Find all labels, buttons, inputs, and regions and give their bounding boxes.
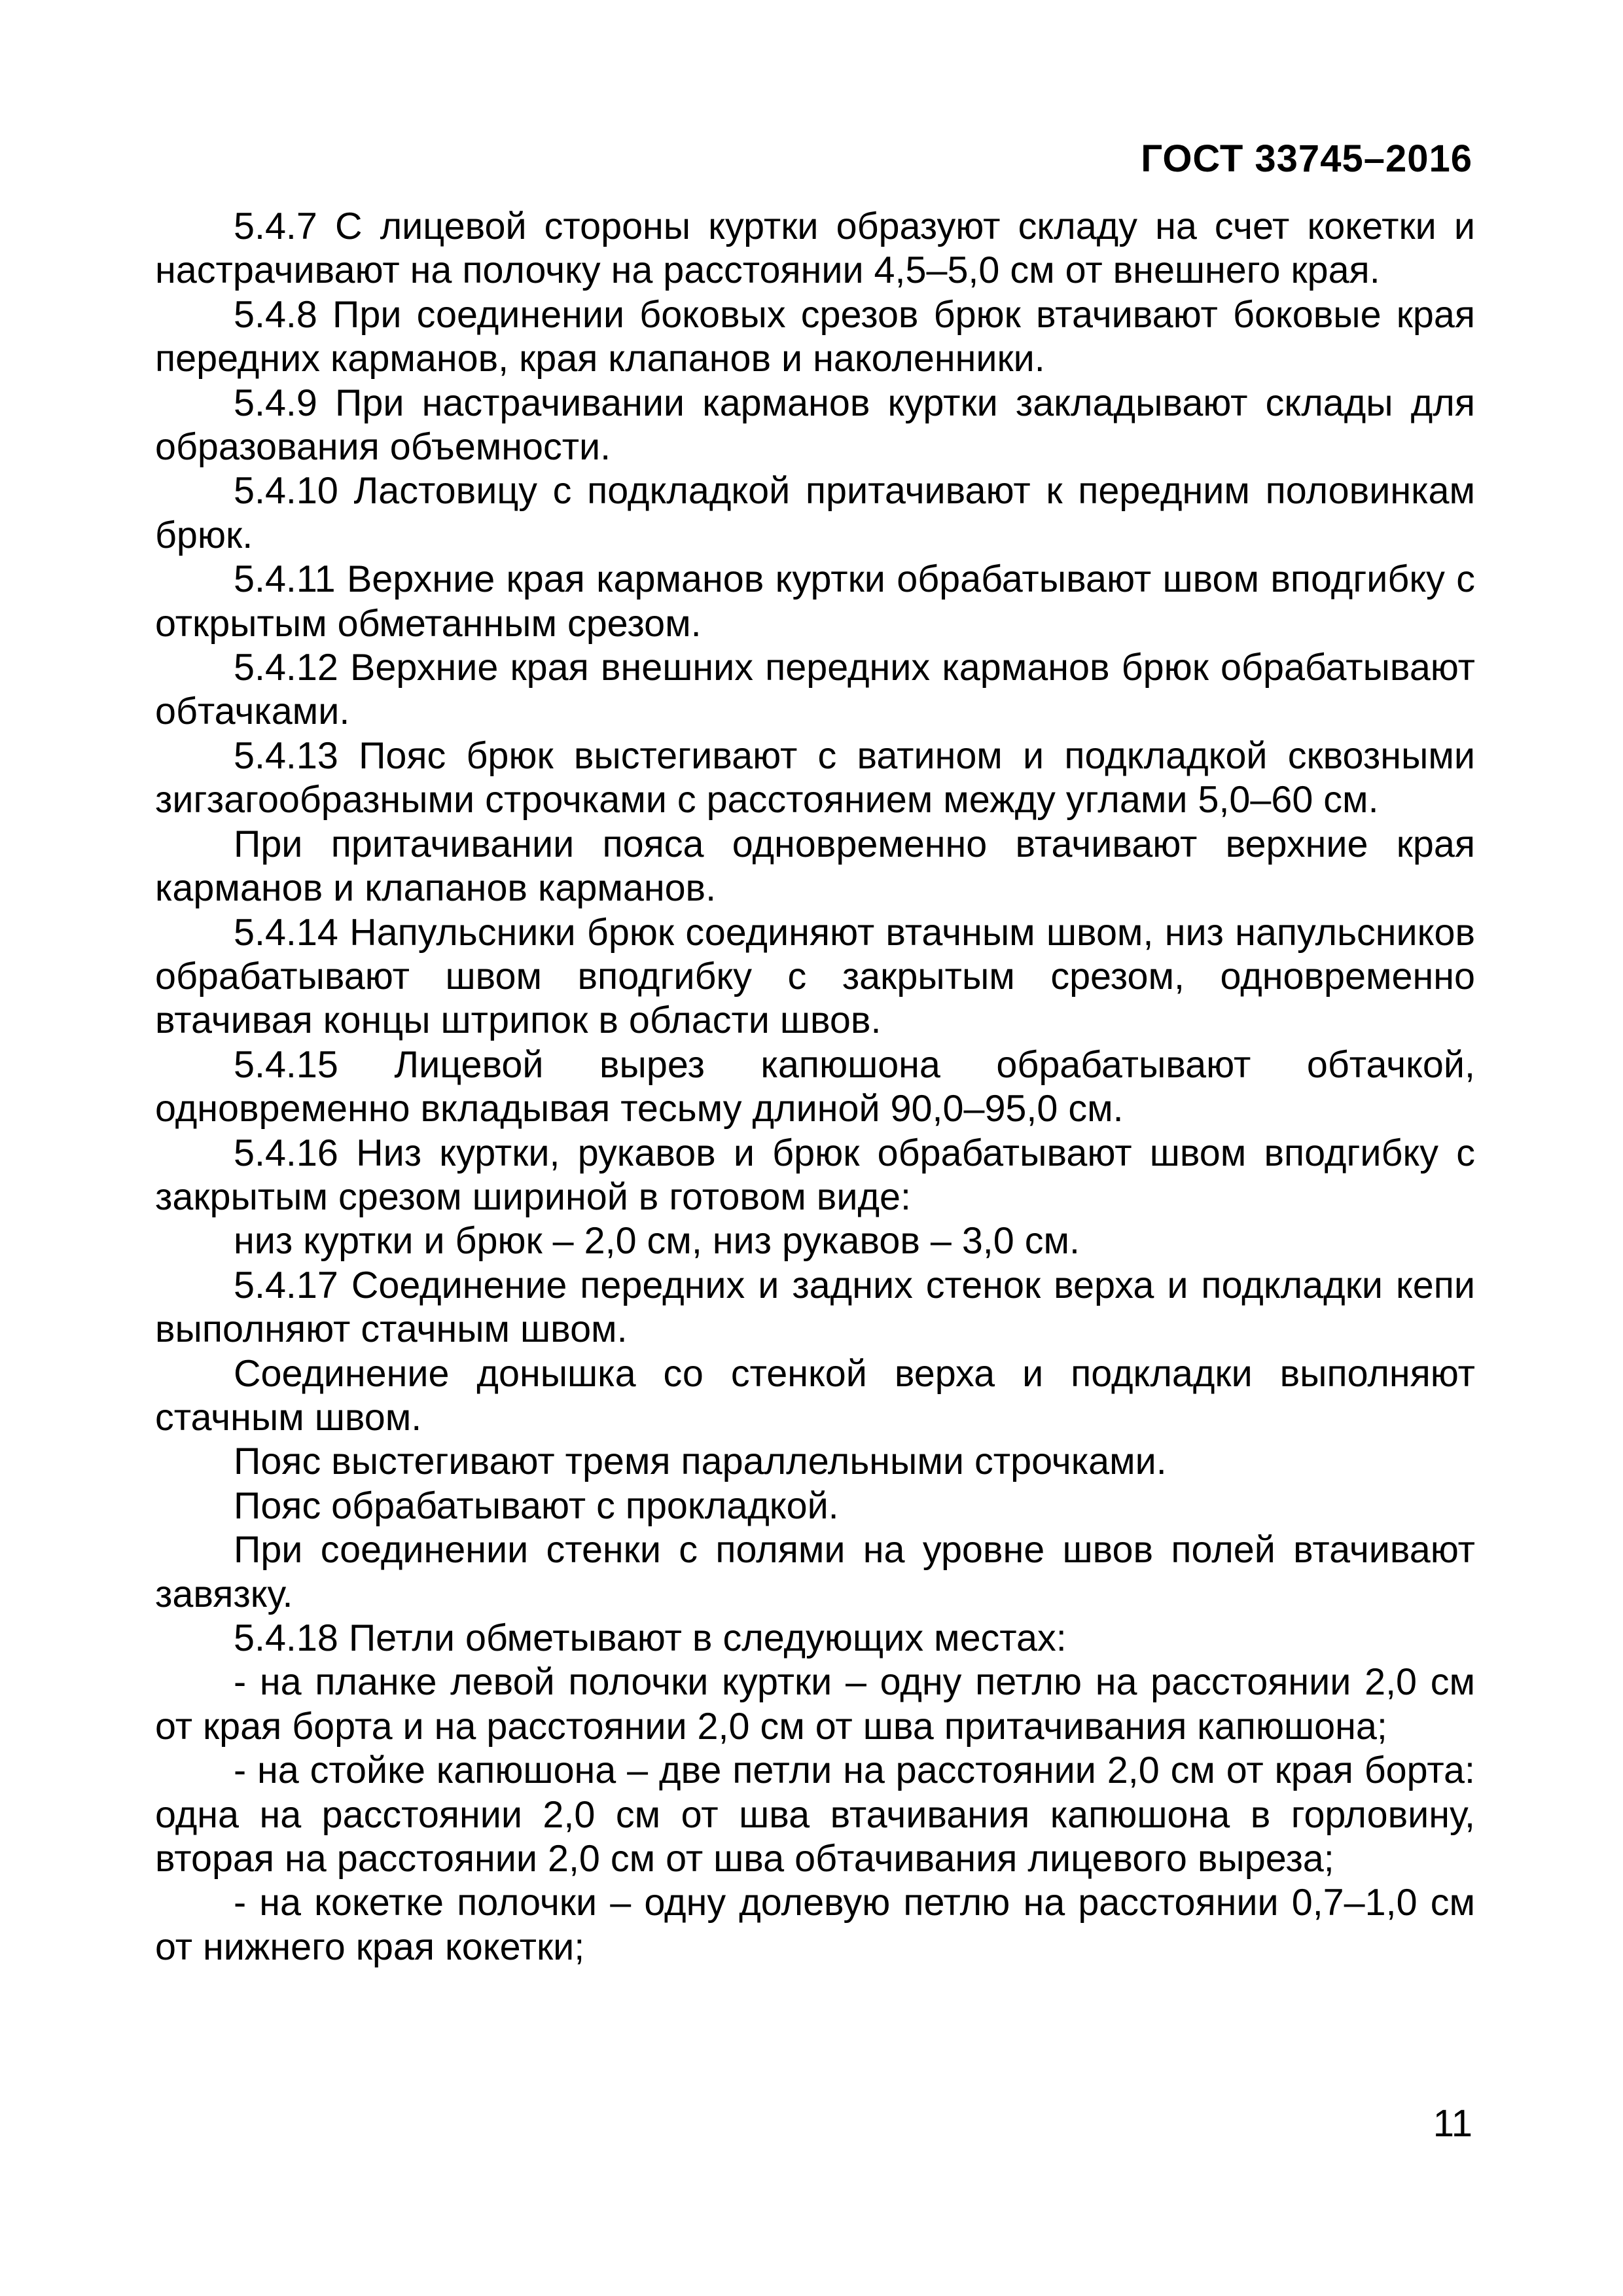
list-item-hood-buttonholes: - на стойке капюшона – две петли на расстоянии 2,0 см от края борта: одна на расстоянии 2,0 см от шва втачивания капюшона в горловину, вторая на расстоянии 2,0 см от шва обтачивания лицевого выреза; [155,1749,1475,1880]
paragraph-5-4-16: 5.4.16 Низ куртки, рукавов и брюк обрабатывают швом вподгибку с закрытым срезом шириной в готовом виде: [155,1132,1475,1218]
list-item-placket-buttonhole: - на планке левой полочки куртки – одну петлю на расстоянии 2,0 см от края борта и на расстоянии 2,0 см от шва притачивания капюшона; [155,1661,1475,1748]
paragraph-5-4-7: 5.4.7 С лицевой стороны куртки образуют складу на счет кокетки и настрачивают на полочку на расстоянии 4,5–5,0 см от внешнего края. [155,206,1475,292]
page-number: 11 [1433,2102,1472,2145]
paragraph-5-4-17: 5.4.17 Соединение передних и задних стенок верха и подкладки кепи выполняют стачным швом. [155,1264,1475,1351]
paragraph-5-4-14: 5.4.14 Напульсники брюк соединяют втачным швом, низ напульсников обрабатывают швом вподгибку с закрытым срезом, одновременно втачивая концы штрипок в области швов. [155,911,1475,1042]
paragraph-5-4-17-crown: Соединение донышка со стенкой верха и подкладки выполняют стачным швом. [155,1352,1475,1439]
paragraph-5-4-13-continued: При притачивании пояса одновременно втачивают верхние края карманов и клапанов карманов. [155,823,1475,910]
paragraph-5-4-8: 5.4.8 При соединении боковых срезов брюк втачивают боковые края передних карманов, края клапанов и наколенники. [155,293,1475,380]
paragraph-5-4-9: 5.4.9 При настрачивании карманов куртки закладывают склады для образования объемности. [155,382,1475,469]
paragraph-5-4-16-values: низ куртки и брюк – 2,0 см, низ рукавов – 3,0 см. [234,1220,1080,1263]
paragraph-5-4-13: 5.4.13 Пояс брюк выстегивают с ватином и подкладкой сквозными зигзагообразными строчками с расстоянием между углами 5,0–60 см. [155,734,1475,821]
paragraph-5-4-10: 5.4.10 Ластовицу с подкладкой притачивают к передним половинкам брюк. [155,470,1475,556]
document-body [155,205,1475,1969]
paragraph-5-4-18: 5.4.18 Петли обметывают в следующих местах: [234,1617,1067,1659]
paragraph-5-4-17-ties: При соединении стенки с полями на уровне швов полей втачивают завязку. [155,1529,1475,1615]
paragraph-5-4-12: 5.4.12 Верхние края внешних передних карманов брюк обрабатывают обтачками. [155,647,1475,733]
standard-header: ГОСТ 33745–2016 [1141,137,1472,180]
paragraph-5-4-17-band-interlining: Пояс обрабатывают с прокладкой. [234,1484,839,1527]
paragraph-5-4-11: 5.4.11 Верхние края карманов куртки обрабатывают швом вподгибку с открытым обметанным срезом. [155,558,1475,645]
paragraph-5-4-17-band-stitching: Пояс выстегивают тремя параллельными строчками. [234,1441,1167,1483]
list-item-yoke-buttonhole: - на кокетке полочки – одну долевую петлю на расстоянии 0,7–1,0 см от нижнего края кокетки; [155,1882,1475,1968]
paragraph-5-4-15: 5.4.15 Лицевой вырез капюшона обрабатывают обтачкой, одновременно вкладывая тесьму длиной 90,0–95,0 см. [155,1043,1475,1130]
